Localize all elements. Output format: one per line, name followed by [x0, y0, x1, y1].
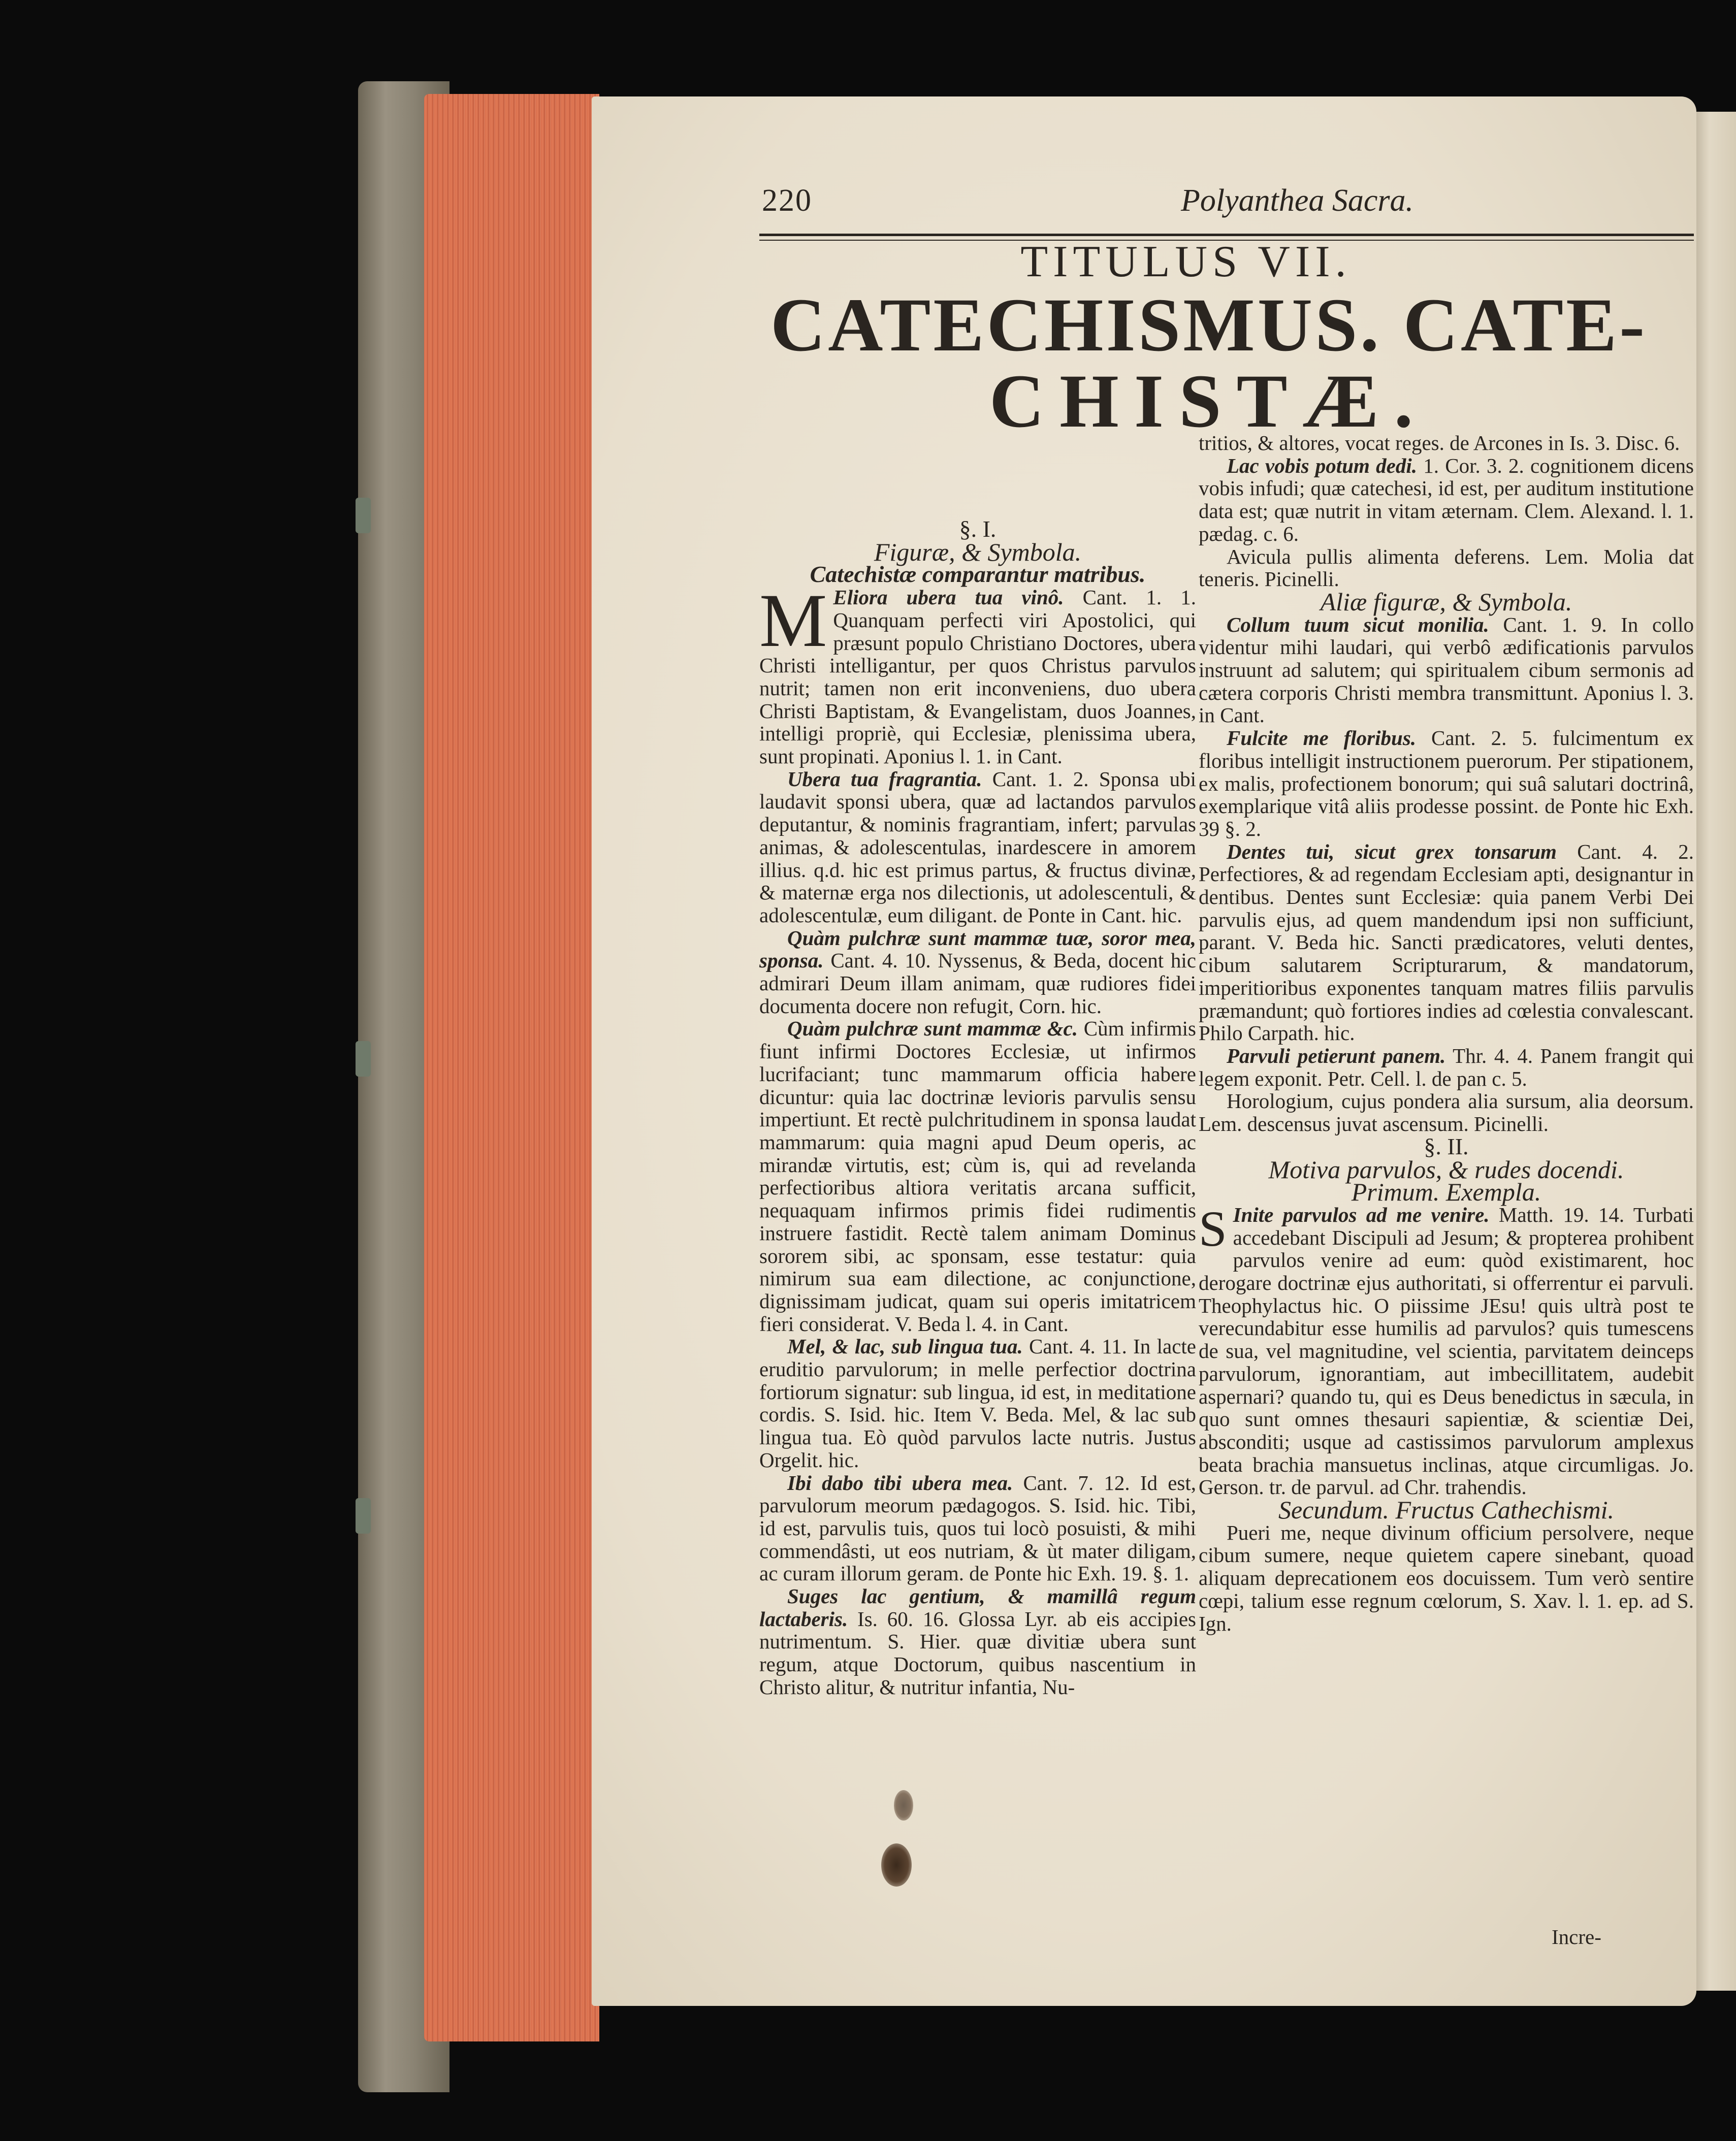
- page-number: 220: [762, 183, 812, 218]
- drop-cap: S: [1199, 1200, 1227, 1257]
- spine-band: [356, 498, 371, 533]
- lemma: Mel, & lac, sub lingua tua.: [787, 1335, 1023, 1358]
- paragraph: [759, 927, 1196, 1018]
- paragraph: [1199, 613, 1694, 727]
- paragraph: [1199, 1045, 1694, 1090]
- paragraph: [1199, 545, 1694, 591]
- left-column: [759, 518, 1196, 1699]
- paragraph: [1199, 727, 1694, 840]
- titulus: TITULUS VII.: [1020, 237, 1352, 286]
- ink-stain: [894, 1790, 913, 1821]
- lemma: Ibi dabo tibi ubera mea.: [787, 1471, 1013, 1495]
- paragraph: [1199, 1200, 1694, 1499]
- continuation-text: tritios, & altores, vocat reges. de Arcones in Is. 3. Disc. 6.: [1199, 431, 1680, 455]
- spine-band: [356, 1498, 371, 1534]
- paragraph: [1199, 455, 1694, 545]
- running-head: [762, 183, 1691, 229]
- paragraph-text: Matth. 19. 14. Turbati accedebant Discipuli ad Jesum; & propterea prohibent parvulos venire ad eum: quòd existimarent, hoc derogare doctrinæ ejus authoritati, si offerrentur ei parvuli. Theophylactus hic. O piissime JEsu! quis ultrà post te verecundabitur esse humilis ad parvulos? quis tumescens de sua, vel magnitudine, vel scientia, parvitatem deinceps parvulorum, ignorantiam, aut imbecillitatem, audebit aspernari? quando tu, qui es Deus benedictus in sæcula, in quo sunt omnes thesauri sapientiæ, & scientiæ Dei, absconditi; usque ad castissimos parvulorum amplexus beata brachia mansuetus inclinas, atque circumligas. Jo. Gerson. tr. de parvul. ad Chr. trahendis.: [1199, 1203, 1694, 1499]
- paragraph-text: Cant. 2. 5. fulcimentum ex floribus intelligit instructionem puerorum. Per stipationem, ex malis, profectionem bonorum; qui suâ salutari doctrinâ, exemplarique vitâ aliis prodesse possint. de Ponte hic Exh. 39 §. 2.: [1199, 726, 1694, 840]
- lemma: Dentes tui, sicut grex tonsarum: [1227, 839, 1557, 863]
- paragraph-text: Thr. 4. 4. Panem frangit qui legem exponit. Petr. Cell. l. de pan c. 5.: [1199, 1044, 1694, 1090]
- paragraph-text: Cant. 4. 2. Perfectiores, & ad regendam Ecclesiam apti, designantur in dentibus. Dentes sunt Ecclesiæ: quia panem Verbi Dei parvulis ejus, ad quem mandendum ipsi non sufficiunt, parant. V. Beda hic. Sancti prædicatores, veluti dentes, cibum salutarem Scripturarum, & mandatorum, imperitioribus exponentes tanquam matres filiis parvulis præmandunt; quò fortiores indies ad cœlestia convalescant. Philo Carpath. hic.: [1199, 839, 1694, 1045]
- paragraph-text: Cant. 1. 1. Quanquam perfecti viri Apostolici, qui præsunt populo Christiano Doctores, ubera Christi intelligantur, per quos Christus parvulos nutrit; tamen non erit inconveniens, duo ubera Christi Baptistam, & Evangelistam, duos Joannes, intelligi propriè, qui Ecclesiæ, plenissima ubera, sunt propinati. Aponius l. 1. in Cant.: [759, 586, 1196, 768]
- lemma: Inite parvulos ad me venire.: [1233, 1203, 1490, 1226]
- paragraph: [1199, 1521, 1694, 1635]
- section-subtitle: Primum. Exempla.: [1351, 1178, 1541, 1207]
- spine-band: [356, 1041, 371, 1077]
- section-heading: §. II.: [1424, 1133, 1469, 1159]
- paragraph-text: Is. 60. 16. Glossa Lyr. ab eis accipies nutrimentum. S. Hier. quæ divitiæ ubera sunt regum, atque Doctorum, quibus nascentium in Christo alitur, & nutritur infantia, Nu-: [759, 1607, 1196, 1699]
- right-column: [1199, 432, 1694, 1635]
- section-title: Motiva parvulos, & rudes docendi.: [1268, 1155, 1624, 1184]
- paragraph: [759, 1585, 1196, 1699]
- paragraph-text: Cant. 1. 9. In collo videntur mihi laudari, qui verbô ædificationis parvulos instruunt ad salutem; qui spiritualem cibum sermonis ad cætera corporis Christi membra transmittunt. Aponius l. 3. in Cant.: [1199, 612, 1694, 727]
- paragraph-text: Cant. 4. 10. Nyssenus, & Beda, docent hic admirari Deum illam animam, quæ rudiores fidei documenta docere non refugit, Corn. hic.: [759, 949, 1197, 1018]
- paragraph-text: Cant. 4. 11. In lacte eruditio parvulorum; in melle perfectior doctrina fortiorum signatur: sub lingua, id est, in meditatione cordis. S. Isid. hic. Item V. Beda. Mel, & lac sub lingua tua. Eò quòd parvulos lacte nutris. Justus Orgelit. hic.: [759, 1335, 1196, 1472]
- running-title: Polyanthea Sacra.: [1181, 183, 1414, 218]
- section-title: Aliæ figuræ, & Symbola.: [1320, 587, 1572, 616]
- paragraph: [1199, 1090, 1694, 1135]
- paragraph: [759, 1472, 1196, 1585]
- lemma: Fulcite me floribus.: [1227, 726, 1417, 750]
- ink-stain: [881, 1843, 912, 1887]
- paragraph: [759, 768, 1196, 927]
- section-title: Secundum. Fructus Cathechismi.: [1278, 1496, 1614, 1524]
- paragraph-text: Cùm infirmis fiunt infirmi Doctores Ecclesiæ, ut infirmos lucrifaciant; tunc mammarum officia habere dicuntur: quia lac doctrinæ levioris parvulis sensu impertiunt. Et rectè pulchritudinem in sponsa laudat mammarum: quia magni apud Deum operis, ac mirandæ virtutis, est; cùm is, qui ad revelanda perfectioribus altiora veritatis arcana sufficit, nequaquam infirmos primis fidei rudimentis instruere fastidit. Rectè talem animam Dominus sororem sibi, ac sponsam, esse testatur: quia nimirum sua eam dilectione, ac conjunctione, dignissimam judicat, quam sui operis imitatricem fieri considerat. V. Beda l. 4. in Cant.: [759, 1017, 1196, 1336]
- lemma: Parvuli petierunt panem.: [1227, 1044, 1446, 1067]
- facing-page-edge: [1691, 112, 1736, 1991]
- lemma: Eliora ubera tua vinô.: [833, 586, 1064, 609]
- section-subtitle: Catechistæ comparantur matribus.: [810, 561, 1146, 588]
- page-edges: [424, 94, 599, 2041]
- paragraph-text: 1. Cor. 3. 2. cognitionem dicens vobis infudi; quæ catechesi, id est, per auditum institutione data est; quæ nutrit in vitam æternam. Clem. Alexand. l. 1. pædag. c. 6.: [1199, 453, 1694, 545]
- paragraph: [759, 1335, 1196, 1471]
- lemma: Lac vobis potum dedi.: [1227, 453, 1417, 477]
- paragraph-text: Avicula pullis alimenta deferens. Lem. Molia dat teneris. Picinelli.: [1199, 544, 1694, 591]
- drop-cap: M: [759, 578, 827, 663]
- paragraph: [1199, 840, 1694, 1045]
- paragraph: [759, 1017, 1196, 1335]
- lemma: Suges lac gentium, & mamillâ regum lactaberis.: [759, 1584, 1196, 1631]
- section-heading: §. I.: [959, 516, 996, 542]
- paragraph-text: Horologium, cujus pondera alia sursum, alia deorsum. Lem. descensus juvat ascensum. Picinelli.: [1199, 1089, 1694, 1136]
- paragraph-text: Cant. 1. 2. Sponsa ubi laudavit sponsi ubera, quæ ad lactandos parvulos deputantur, & nominis fragrantiam, infert; parvulas animas, & adolescentulas, inardescere in amorem illius. q.d. hic est primus partus, & fructus divinæ, & maternæ erga nos dilectionis, ut adolescentuli, & adolescentulæ, eum diligant. de Ponte in Cant. hic.: [759, 767, 1196, 927]
- section-title: Figuræ, & Symbola.: [874, 537, 1082, 566]
- paragraph-text: Pueri me, neque divinum officium persolvere, neque cibum sumere, neque quietem capere sinebant, quoad aliquam deprecationem eos docuissem. Tum verò sentire cœpi, talium esse regnum cœlorum, S. Xav. l. 1. ep. ad S. Ign.: [1199, 1520, 1694, 1635]
- paragraph: [759, 578, 1196, 768]
- lemma: Quàm pulchræ sunt mammæ &c.: [787, 1017, 1078, 1041]
- main-title-line1: CATECHISMUS. CATE-: [770, 283, 1648, 367]
- catchword: Incre-: [1552, 1925, 1601, 1949]
- paragraph-text: Cant. 7. 12. Id est, parvulorum meorum pædagogos. S. Isid. hic. Tibi, id est, parvulis tuis, quos tui locò posuisti, & mihi commendâsti, ut eos nutriam, & ùt mater diligam, ac curam illorum geram. de Ponte hic Exh. 19. §. 1.: [759, 1471, 1196, 1585]
- book-page: [592, 96, 1696, 2006]
- main-title-line2: CHISTÆ.: [989, 359, 1429, 443]
- lemma: Collum tuum sicut monilia.: [1227, 612, 1489, 636]
- lemma: Ubera tua fragrantia.: [787, 767, 982, 791]
- lemma: Quàm pulchræ sunt mammæ tuæ, soror mea, sponsa.: [759, 926, 1196, 972]
